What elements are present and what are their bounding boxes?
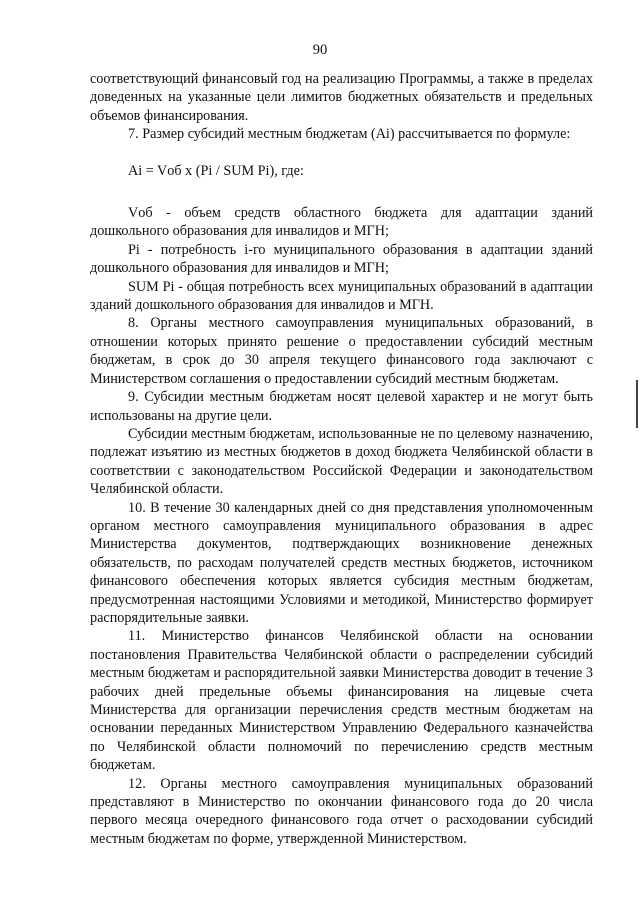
paragraph-9-continued: Субсидии местным бюджетам, использованные не по целевому назначению, подлежат изъятию из местных бюджетов в доход бюджета Челябинской области в соответствии с законодательством Российской Федерации и законодательством Челябинской области. <box>90 425 593 498</box>
formula: Ai = Vоб x (Pi / SUM Pi), где: <box>128 162 304 179</box>
definition-sum-pi: SUM Pi - общая потребность всех муниципальных образований в адаптации зданий дошкольного образования для инвалидов и МГН. <box>90 278 593 314</box>
paragraph-8: 8. Органы местного самоуправления муниципальных образований, в отношении которых принято решение о предоставлении субсидий местным бюджетам, в срок до 30 апреля текущего финансового года заключают с Министерством соглашения о предоставлении субсидий местным бюджетам. <box>90 315 593 387</box>
paragraph-7: 7. Размер субсидий местным бюджетам (Ai) рассчитывается по формуле: <box>128 126 571 143</box>
paragraph-11: 11. Министерство финансов Челябинской области на основании постановления Правительства Челябинской области о распределении субсидий местным бюджетам и распорядительной заявки Министерства доводит в течение 3 рабочих дней предельные объемы финансирования на лицевые счета Министерства для организации перечисления средств местным бюджетам на основании переданных Министерством Управлению Федерального казначейства по Челябинской области полномочий по перечислению средств местным бюджетам. <box>90 628 593 774</box>
page-number: 90 <box>312 42 328 58</box>
document-body <box>90 70 593 848</box>
paragraph-12: 12. Органы местного самоуправления муниципальных образований представляют в Министерство по окончании финансового года до 20 числа первого месяца очередного финансового года отчет о расходовании субсидий местным бюджетам по форме, утвержденной Министерством. <box>90 775 593 847</box>
paragraph-10: 10. В течение 30 календарных дней со дня представления уполномоченным органом местного самоуправления муниципального образования в адрес Министерства документов, подтверждающих возникновение денежных обязательств, по расходам получателей средств местных бюджетов, источником финансового обеспечения которых является субсидия местным бюджетам, предусмотренная настоящими Условиями и методикой, Министерство формирует распорядительные заявки. <box>90 499 593 626</box>
paragraph-9: 9. Субсидии местным бюджетам носят целевой характер и не могут быть использованы на другие цели. <box>90 389 593 424</box>
paragraph-continuation: соответствующий финансовый год на реализацию Программы, а также в пределах доведенных на указанные цели лимитов бюджетных обязательств и предельных объемов финансирования. <box>90 71 593 124</box>
definition-pi: Pi - потребность i-го муниципального образования в адаптации зданий дошкольного образования для инвалидов и МГН; <box>90 241 593 277</box>
scan-edge-mark <box>636 380 638 428</box>
definition-vob: Vоб - объем средств областного бюджета для адаптации зданий дошкольного образования для инвалидов и МГН; <box>90 205 593 240</box>
